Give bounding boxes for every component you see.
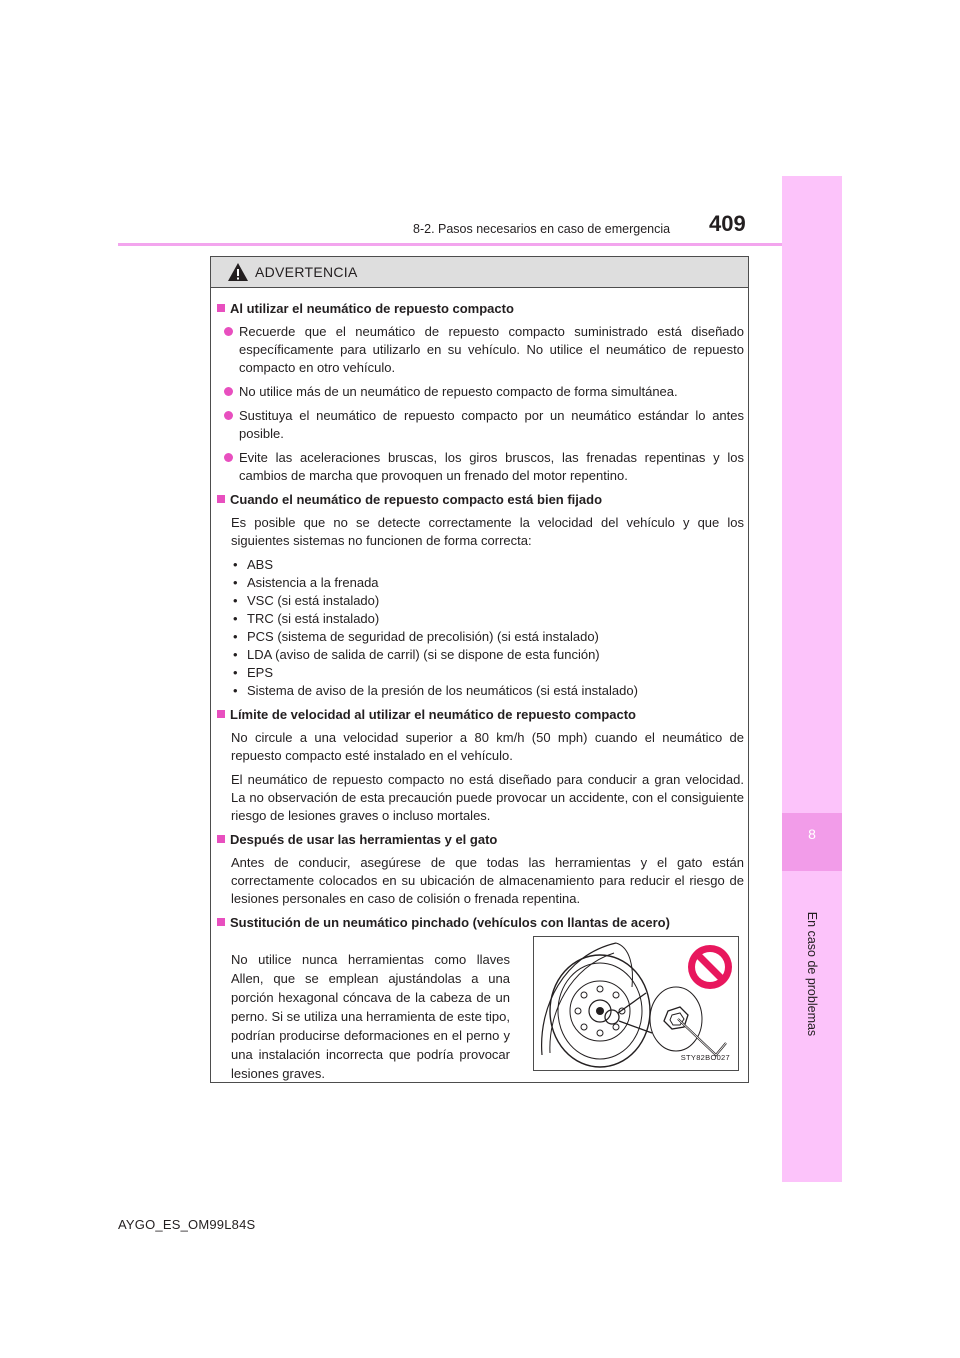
circle-bullet-icon (224, 411, 233, 420)
bullet-item: Evite las aceleraciones bruscas, los giros bruscos, las frenadas repentinas y los cambios de marcha que provoquen un frenado del motor repentino. (217, 449, 744, 485)
list-item: • LDA (aviso de salida de carril) (si se dispone de esta función) (233, 647, 600, 662)
section-heading: Después de usar las herramientas y el gato (217, 831, 744, 849)
section-paragraph: Antes de conducir, asegúrese de que todas las herramientas y el gato están correctamente colocados en su ubicación de almacenamiento para reducir el riesgo de lesiones personales en caso de colisión o frenada repentina. (231, 855, 744, 906)
warning-content (211, 288, 750, 1081)
square-bullet-icon (217, 304, 225, 312)
square-bullet-icon (217, 918, 225, 926)
section-heading: Sustitución de un neumático pinchado (vehículos con llantas de acero) (217, 914, 744, 932)
warning-box (210, 256, 749, 1083)
list-item: • Asistencia a la frenada (233, 575, 379, 590)
section-heading: Al utilizar el neumático de repuesto compacto (217, 300, 744, 318)
section-heading: Cuando el neumático de repuesto compacto está bien fijado (217, 491, 744, 509)
footer-document-code: AYGO_ES_OM99L84S (118, 1217, 256, 1232)
chapter-number-tab (782, 813, 842, 871)
square-bullet-icon (217, 495, 225, 503)
square-bullet-icon (217, 835, 225, 843)
square-bullet-icon (217, 710, 225, 718)
bullet-item: No utilice más de un neumático de repuesto compacto de forma simultánea. (217, 383, 744, 401)
circle-bullet-icon (224, 453, 233, 462)
list-item: • TRC (si está instalado) (233, 611, 380, 626)
illustration-code: STY82BO027 (680, 1053, 730, 1062)
section-paragraph: El neumático de repuesto compacto no está diseñado para conducir a gran velocidad. La no observación de esta precaución puede provocar un accidente, con el consiguiente riesgo de lesiones graves o incluso mortales. (231, 772, 744, 823)
header-section-title: 8-2. Pasos necesarios en caso de emergencia (413, 222, 671, 236)
section-paragraph: No utilice nunca herramientas como llaves Allen, que se emplean ajustándolas a una porción hexagonal cóncava de la cabeza de un perno. Si se utiliza una herramienta de este tipo, podrían producirse deformaciones en el perno y una instalación incorrecta que podría provocar lesiones graves. (231, 952, 510, 1081)
list-item: • VSC (si está instalado) (233, 593, 380, 608)
circle-bullet-icon (224, 387, 233, 396)
list-item: • PCS (sistema de seguridad de precolisión) (si está instalado) (233, 629, 599, 644)
chapter-number: 8 (808, 826, 816, 842)
header-rule (118, 243, 782, 246)
section-paragraph: Es posible que no se detecte correctamente la velocidad del vehículo y que los siguientes sistemas no funcionen de forma correcta: (231, 515, 744, 548)
list-item: • Sistema de aviso de la presión de los neumáticos (si está instalado) (233, 683, 638, 698)
warning-title: ADVERTENCIA (255, 264, 358, 280)
wheel-bolt-illustration (533, 936, 739, 1071)
circle-bullet-icon (224, 327, 233, 336)
bullet-item: Sustituya el neumático de repuesto compacto por un neumático estándar lo antes posible. (217, 407, 744, 443)
section-heading: Límite de velocidad al utilizar el neumático de repuesto compacto (217, 706, 744, 724)
chapter-title: En caso de problemas (805, 911, 819, 1037)
warning-triangle-icon (227, 262, 249, 282)
page-number: 409 (709, 211, 746, 236)
last-section (217, 914, 744, 1081)
section-paragraph: No circule a una velocidad superior a 80 km/h (50 mph) cuando el neumático de repuesto compacto esté instalado en el vehículo. (231, 730, 744, 763)
bullet-item: Recuerde que el neumático de repuesto compacto suministrado está diseñado específicamente para utilizarlo en su vehículo. No utilice el neumático de repuesto compacto en otro vehículo. (217, 323, 744, 377)
warning-header (211, 257, 748, 288)
list-item: • ABS (233, 557, 274, 572)
list-item: • EPS (233, 665, 274, 680)
systems-list (217, 556, 744, 700)
